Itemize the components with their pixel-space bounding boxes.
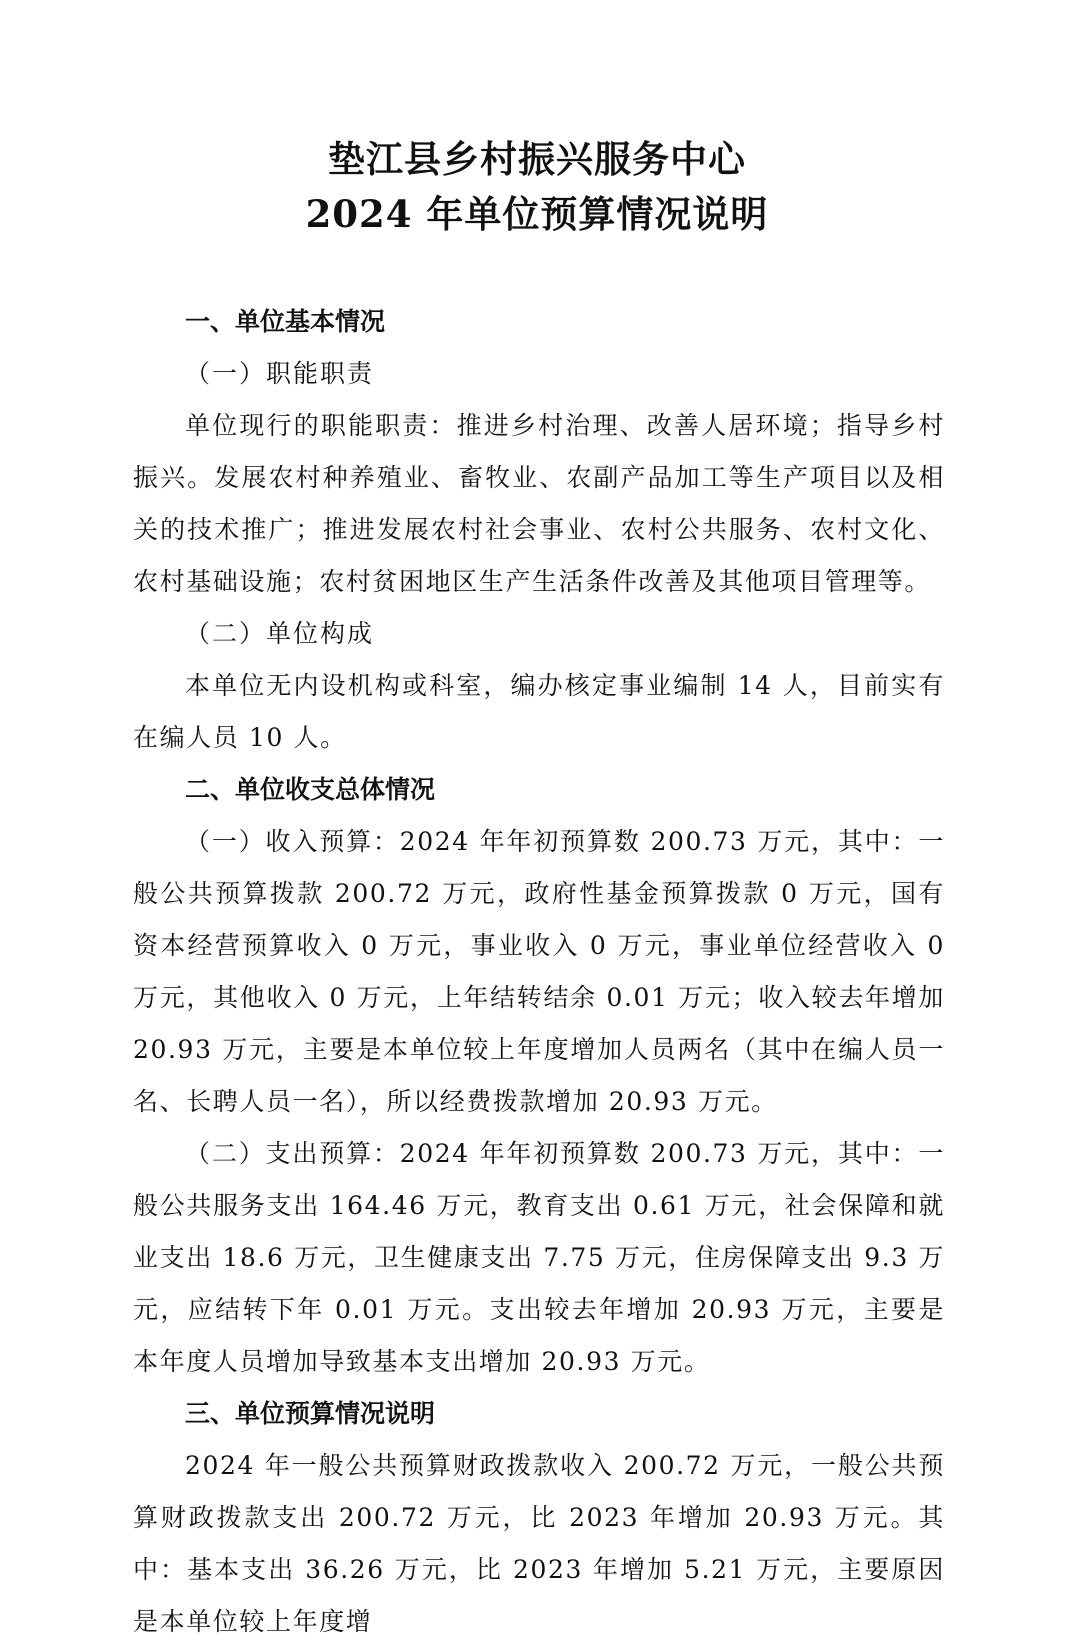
section2-para1: （一）收入预算：2024 年年初预算数 200.73 万元，其中：一般公共预算拨款 200.72 万元，政府性基金预算拨款 0 万元，国有资本经营预算收入 0 万元，事业收入 0 万元，事业单位经营收入 0 万元，其他收入 0 万元，上年结转结余 0.01 万元；收入较去年增加 20.93 万元，主要是本单位较上年度增加人员两名（其中在编人员一名、长聘人员一名），所以经费拨款增加 20.93 万元。 bbox=[133, 827, 945, 1116]
section2-heading: 二、单位收支总体情况 bbox=[185, 775, 436, 804]
section2-para2: （二）支出预算：2024 年年初预算数 200.73 万元，其中：一般公共服务支出 164.46 万元，教育支出 0.61 万元，社会保障和就业支出 18.6 万元，卫生健康支出 7.75 万元，住房保障支出 9.3 万元，应结转下年 0.01 万元。支出较去年增加 20.93 万元，主要是本年度人员增加导致基本支出增加 20.93 万元。 bbox=[133, 1139, 945, 1376]
document-title-line1: 垫江县乡村振兴服务中心 bbox=[328, 137, 746, 181]
section1-heading: 一、单位基本情况 bbox=[185, 307, 386, 336]
section1-sub1: （一）职能职责 bbox=[185, 359, 375, 388]
document-title-line2: 2024 年单位预算情况说明 bbox=[305, 192, 769, 236]
section1-para1: 单位现行的职能职责：推进乡村治理、改善人居环境；指导乡村振兴。发展农村种养殖业、畜牧业、农副产品加工等生产项目以及相关的技术推广；推进发展农村社会事业、农村公共服务、农村文化、农村基础设施；农村贫困地区生产生活条件改善及其他项目管理等。 bbox=[133, 411, 945, 596]
section3-heading: 三、单位预算情况说明 bbox=[185, 1399, 436, 1428]
document-body bbox=[133, 296, 945, 1648]
section1-para2: 本单位无内设机构或科室，编办核定事业编制 14 人，目前实有在编人员 10 人。 bbox=[133, 671, 945, 752]
section3-para1: 2024 年一般公共预算财政拨款收入 200.72 万元，一般公共预算财政拨款支出 200.72 万元，比 2023 年增加 20.93 万元。其中：基本支出 36.26 万元，比 2023 年增加 5.21 万元，主要原因是本单位较上年度增 bbox=[133, 1451, 945, 1636]
section1-sub2: （二）单位构成 bbox=[185, 619, 375, 648]
